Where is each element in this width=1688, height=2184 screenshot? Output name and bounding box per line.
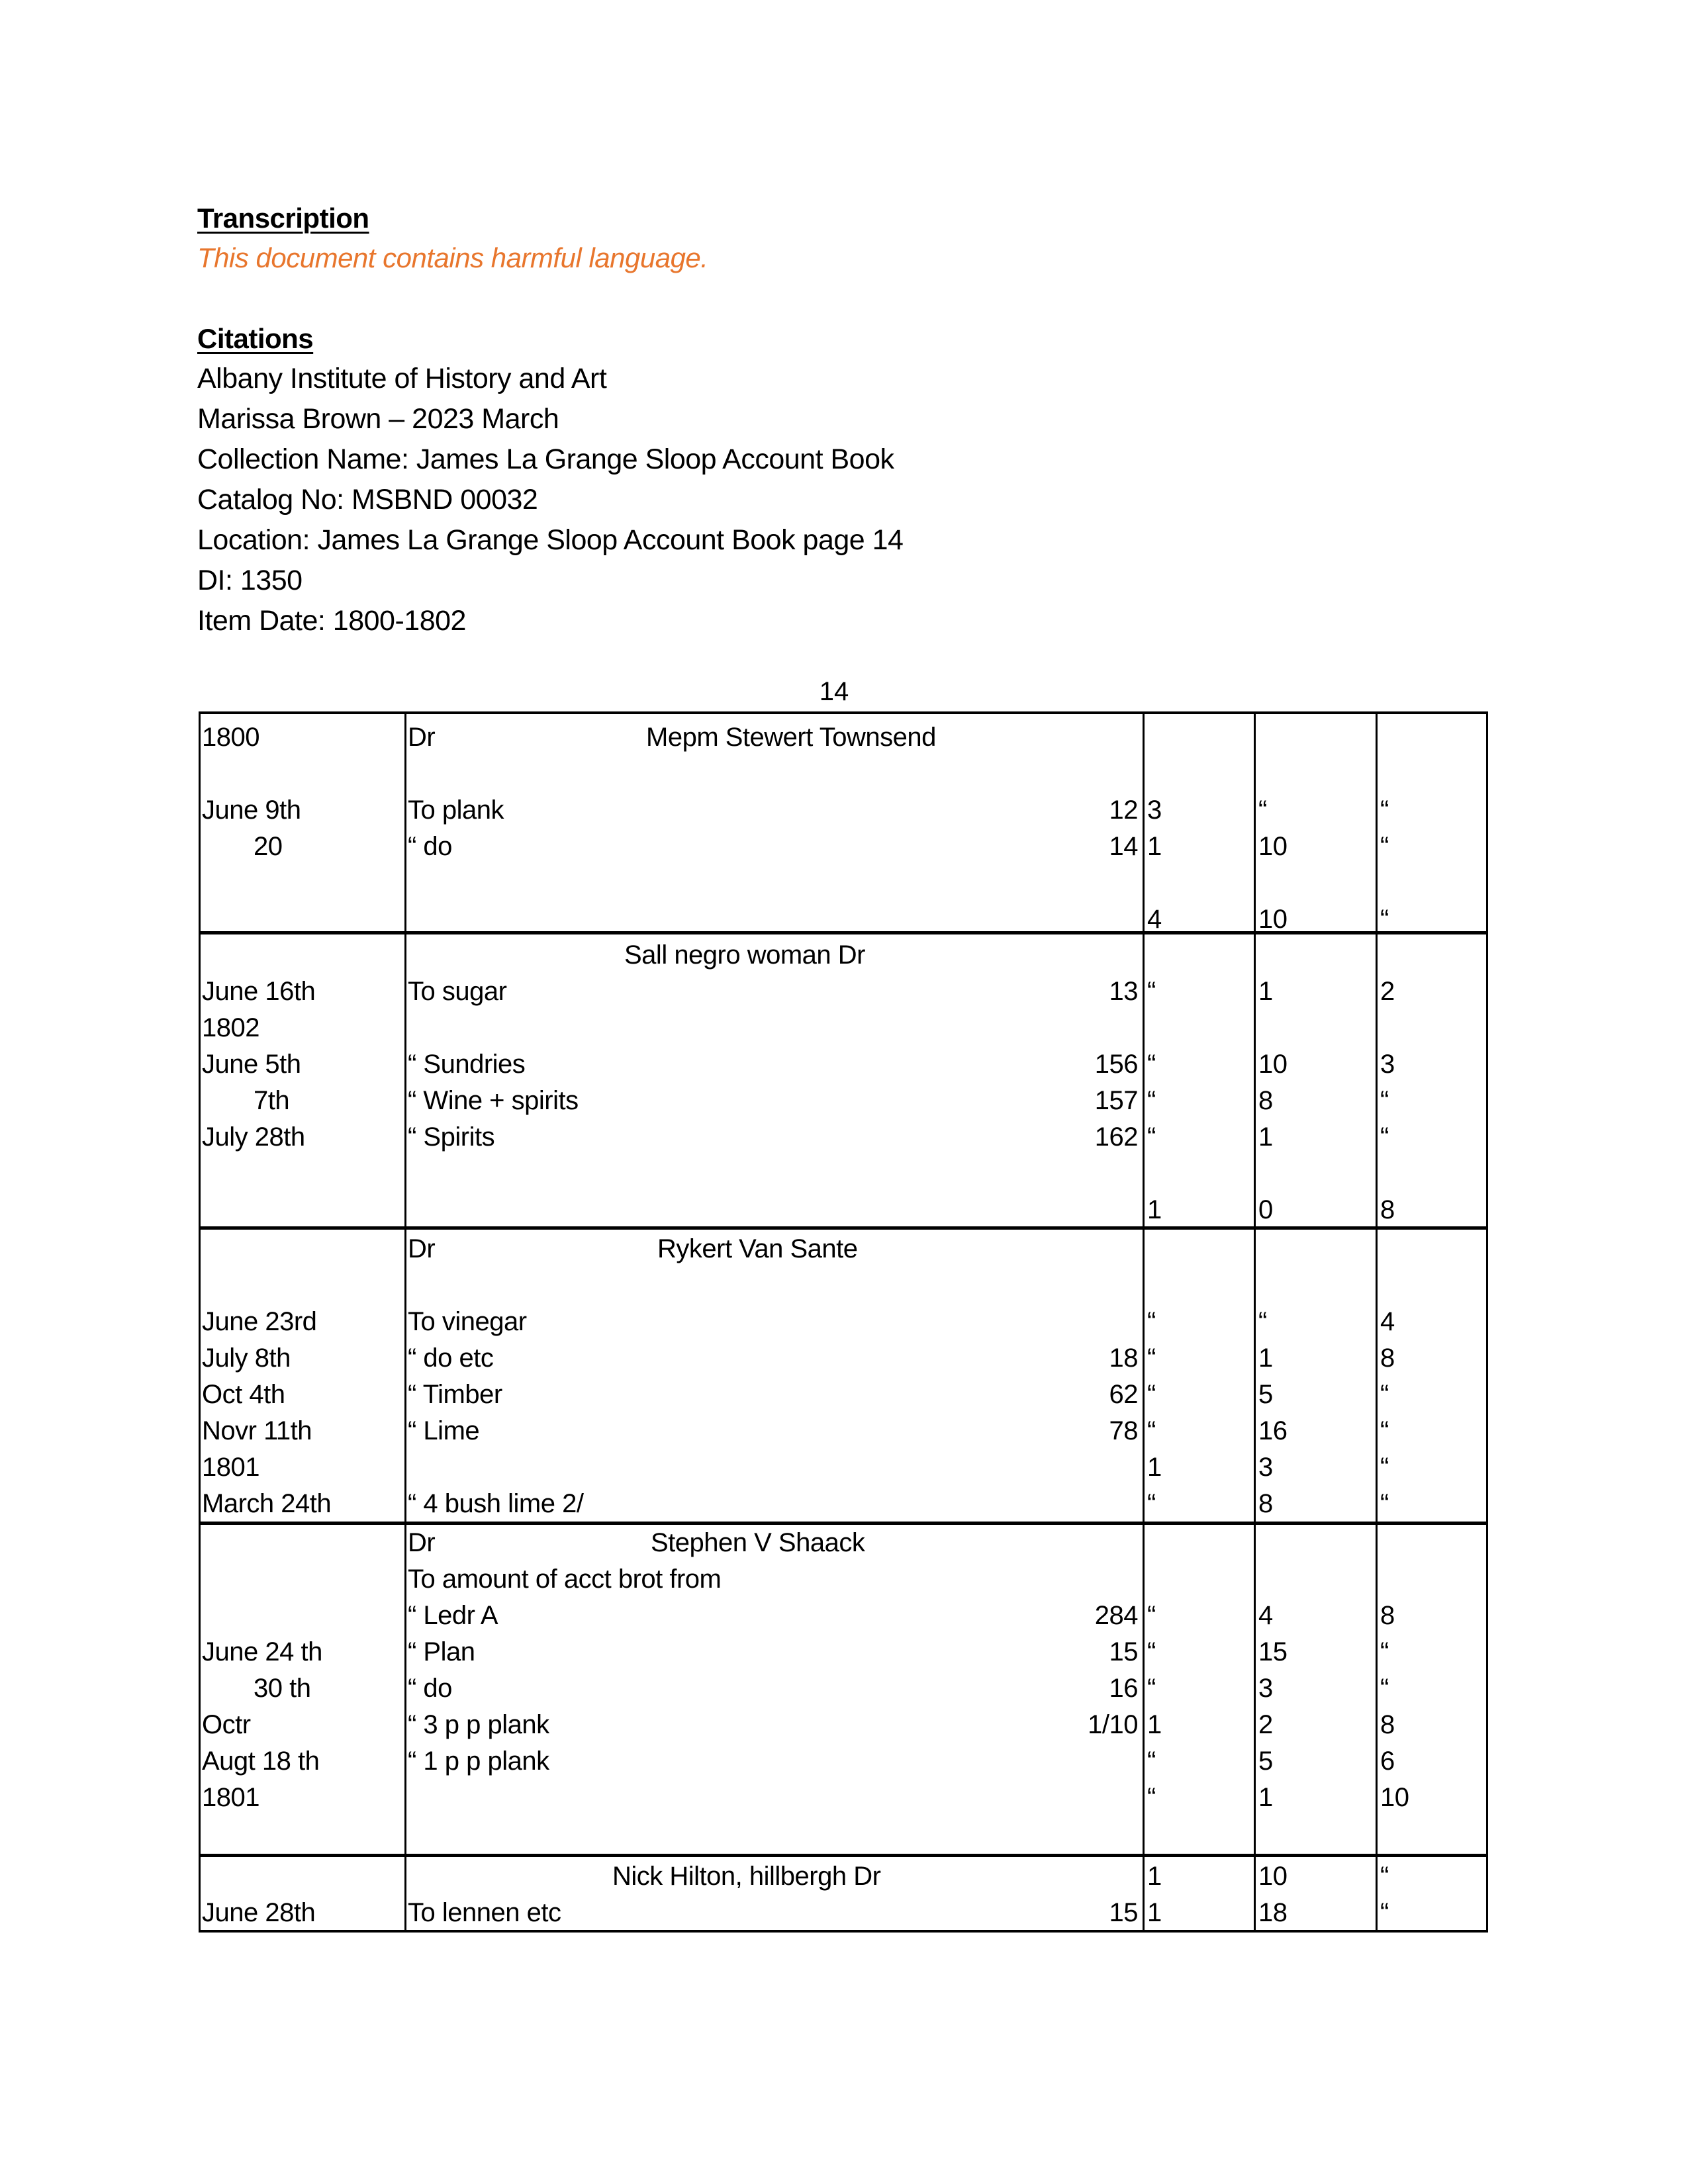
ledger-line: 1800 Dr Mepm Stewert Townsend — [201, 719, 1486, 756]
ledger-section-van-sante — [199, 1228, 1488, 1524]
page-number: 14 — [819, 677, 849, 706]
citation-item-date: Item Date: 1800-1802 — [197, 605, 466, 637]
citations-heading: Citations — [197, 323, 314, 354]
ledger-line: Dr Rykert Van Sante — [201, 1231, 1486, 1267]
account-name: Mepm Stewert Townsend — [646, 723, 936, 752]
ledger-total-line: 4 10 “ — [1147, 905, 1389, 934]
ledger-table — [199, 711, 1488, 1933]
ledger-line: June 23rd To vinegar “ “ 4 — [202, 1307, 1395, 1336]
ledger-section-shaack — [199, 1524, 1488, 1856]
ledger-line: July 28th “ Spirits 162 “ 1 “ — [202, 1122, 1389, 1152]
ledger-line: Oct 4th “ Timber 62 “ 5 “ — [202, 1380, 1389, 1409]
ledger-line: 1801 “ 1 10 — [202, 1783, 1409, 1812]
ledger-line: Dr Stephen V Shaack — [201, 1525, 1486, 1561]
citation-collection: Collection Name: James La Grange Sloop Account Book — [197, 443, 894, 475]
ledger-line: “ Ledr A 284 “ 4 8 — [408, 1601, 1395, 1630]
citation-institution: Albany Institute of History and Art — [197, 363, 607, 394]
citation-transcriber: Marissa Brown – 2023 March — [197, 403, 559, 435]
ledger-line: Nick Hilton, hillbergh Dr 1 10 “ — [201, 1858, 1486, 1895]
ledger-line: 20 “ do 14 1 10 “ — [254, 832, 1389, 861]
ledger-line: June 16th To sugar 13 “ 1 2 — [202, 977, 1395, 1006]
ledger-line: June 5th “ Sundries 156 “ 10 3 — [202, 1050, 1395, 1079]
account-name: Stephen V Shaack — [651, 1528, 865, 1557]
citation-location: Location: James La Grange Sloop Account Book page 14 — [197, 524, 904, 556]
ledger-section-hilton — [199, 1856, 1488, 1933]
ledger-line: Octr “ 3 p p plank 1/10 1 2 8 — [202, 1710, 1395, 1739]
transcription-heading: Transcription — [197, 203, 369, 234]
ledger-line: June 24 th “ Plan 15 “ 15 “ — [202, 1637, 1389, 1666]
ledger-total-line: 1 0 8 — [1147, 1195, 1395, 1224]
citation-di: DI: 1350 — [197, 565, 303, 596]
ledger-line: To amount of acct brot from — [408, 1565, 722, 1594]
harmful-language-warning: This document contains harmful language. — [197, 242, 708, 273]
ledger-line: Augt 18 th “ 1 p p plank “ 5 6 — [202, 1747, 1395, 1776]
ledger-line: 1802 — [202, 1013, 259, 1042]
ledger-line: June 9th To plank 12 3 “ “ — [202, 796, 1389, 825]
ledger-line — [201, 937, 1486, 974]
ledger-line: March 24th “ 4 bush lime 2/ “ 8 “ — [202, 1489, 1389, 1518]
ledger-line: June 28th To lennen etc 15 1 18 “ — [202, 1898, 1389, 1927]
ledger-line: Novr 11th “ Lime 78 “ 16 “ — [202, 1416, 1389, 1445]
ledger-line: 7th “ Wine + spirits 157 “ 8 “ — [254, 1086, 1389, 1115]
document-header — [197, 199, 903, 641]
account-name: Nick Hilton, hillbergh Dr — [612, 1862, 881, 1891]
ledger-line: 30 th “ do 16 “ 3 “ — [254, 1674, 1389, 1703]
ledger-section-sall — [199, 933, 1488, 1228]
ledger-line: July 8th “ do etc 18 “ 1 8 — [202, 1343, 1395, 1373]
citation-catalog: Catalog No: MSBND 00032 — [197, 484, 538, 516]
account-name: Rykert Van Sante — [657, 1234, 858, 1263]
ledger-section-townsend — [199, 711, 1488, 933]
account-name: Sall negro woman Dr — [624, 940, 865, 970]
ledger-line: 1801 1 3 “ — [202, 1453, 1389, 1482]
